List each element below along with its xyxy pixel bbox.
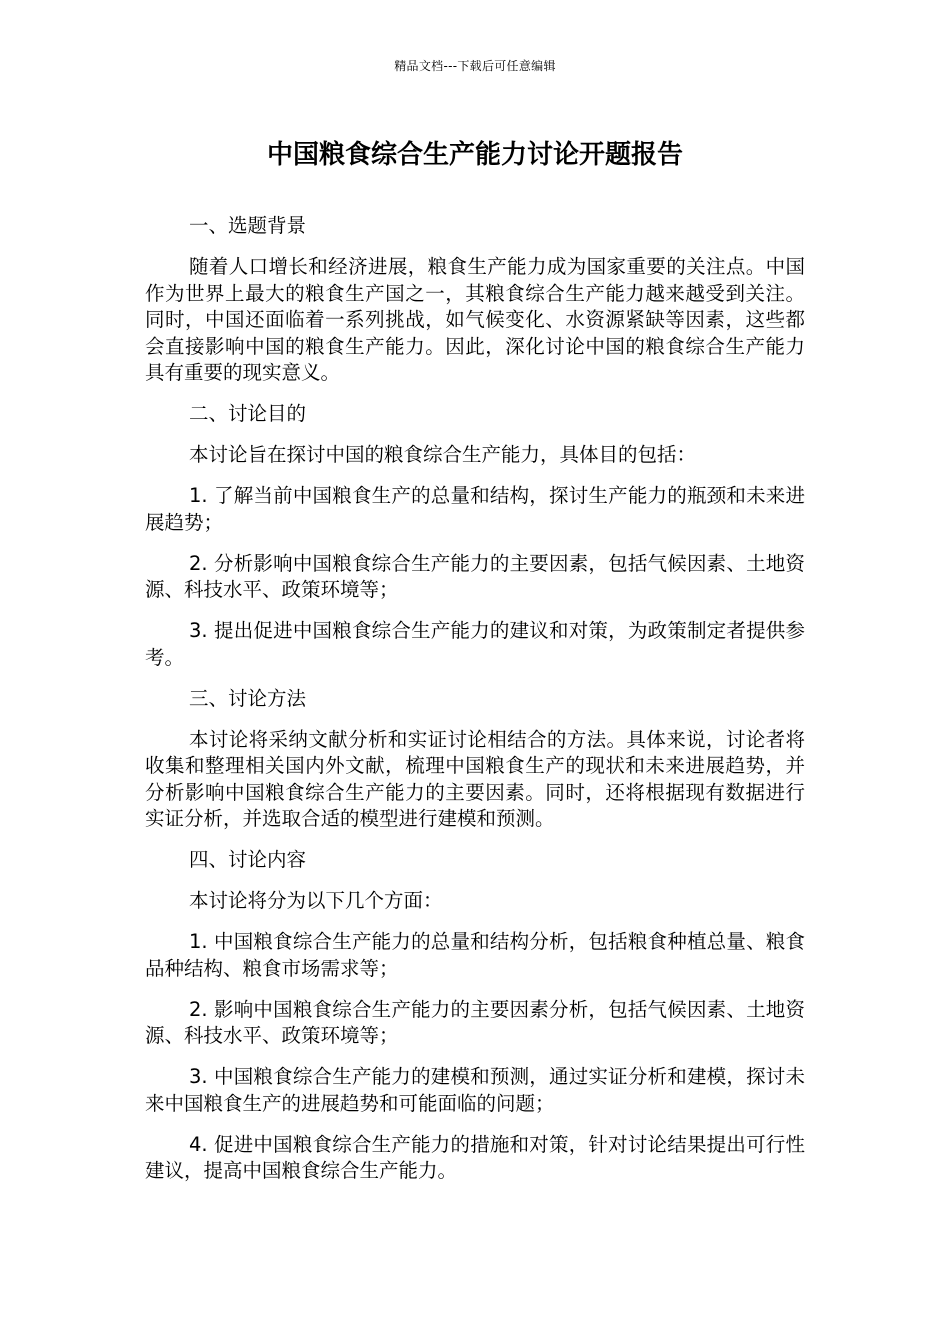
document-body bbox=[145, 213, 805, 1199]
paragraph-method: 本讨论将采纳文献分析和实证讨论相结合的方法。具体来说，讨论者将收集和整理相关国内外文献，梳理中国粮食生产的现状和未来进展趋势，并分析影响中国粮食综合生产能力的主要因素。同时，还将根据现有数据进行实证分析，并选取合适的模型进行建模和预测。 bbox=[145, 727, 805, 830]
paragraph-purpose-intro: 本讨论旨在探讨中国的粮食综合生产能力，具体目的包括： bbox=[189, 443, 697, 466]
list-item-purpose-3: 3. 提出促进中国粮食综合生产能力的建议和对策，为政策制定者提供参考。 bbox=[145, 619, 805, 669]
list-item-purpose-2: 2. 分析影响中国粮食综合生产能力的主要因素，包括气候因素、土地资源、科技水平、政策环境等； bbox=[145, 551, 805, 601]
section-heading-content: 四、讨论内容 bbox=[189, 848, 307, 871]
section-heading-background: 一、选题背景 bbox=[189, 214, 307, 237]
section-heading-purpose: 二、讨论目的 bbox=[189, 402, 307, 425]
list-item-content-1: 1. 中国粮食综合生产能力的总量和结构分析，包括粮食种植总量、粮食品种结构、粮食市场需求等； bbox=[145, 930, 805, 980]
section-heading-method: 三、讨论方法 bbox=[189, 686, 307, 710]
paragraph-content-intro: 本讨论将分为以下几个方面： bbox=[189, 889, 443, 912]
list-item-content-2: 2. 影响中国粮食综合生产能力的主要因素分析，包括气候因素、土地资源、科技水平、政策环境等； bbox=[145, 997, 805, 1047]
document-title: 中国粮食综合生产能力讨论开题报告 bbox=[266, 140, 683, 170]
header-note: 精品文档---下载后可任意编辑 bbox=[394, 59, 556, 73]
list-item-content-4: 4. 促进中国粮食综合生产能力的措施和对策，针对讨论结果提出可行性建议，提高中国粮食综合生产能力。 bbox=[145, 1132, 805, 1182]
paragraph-background: 随着人口增长和经济进展，粮食生产能力成为国家重要的关注点。中国作为世界上最大的粮食生产国之一，其粮食综合生产能力越来越受到关注。同时，中国还面临着一系列挑战，如气候变化、水资源紧缺等因素，这些都会直接影响中国的粮食生产能力。因此，深化讨论中国的粮食综合生产能力具有重要的现实意义。 bbox=[145, 255, 805, 384]
list-item-purpose-1: 1. 了解当前中国粮食生产的总量和结构，探讨生产能力的瓶颈和未来进展趋势； bbox=[145, 484, 805, 534]
list-item-content-3: 3. 中国粮食综合生产能力的建模和预测，通过实证分析和建模，探讨未来中国粮食生产的进展趋势和可能面临的问题； bbox=[145, 1065, 805, 1115]
